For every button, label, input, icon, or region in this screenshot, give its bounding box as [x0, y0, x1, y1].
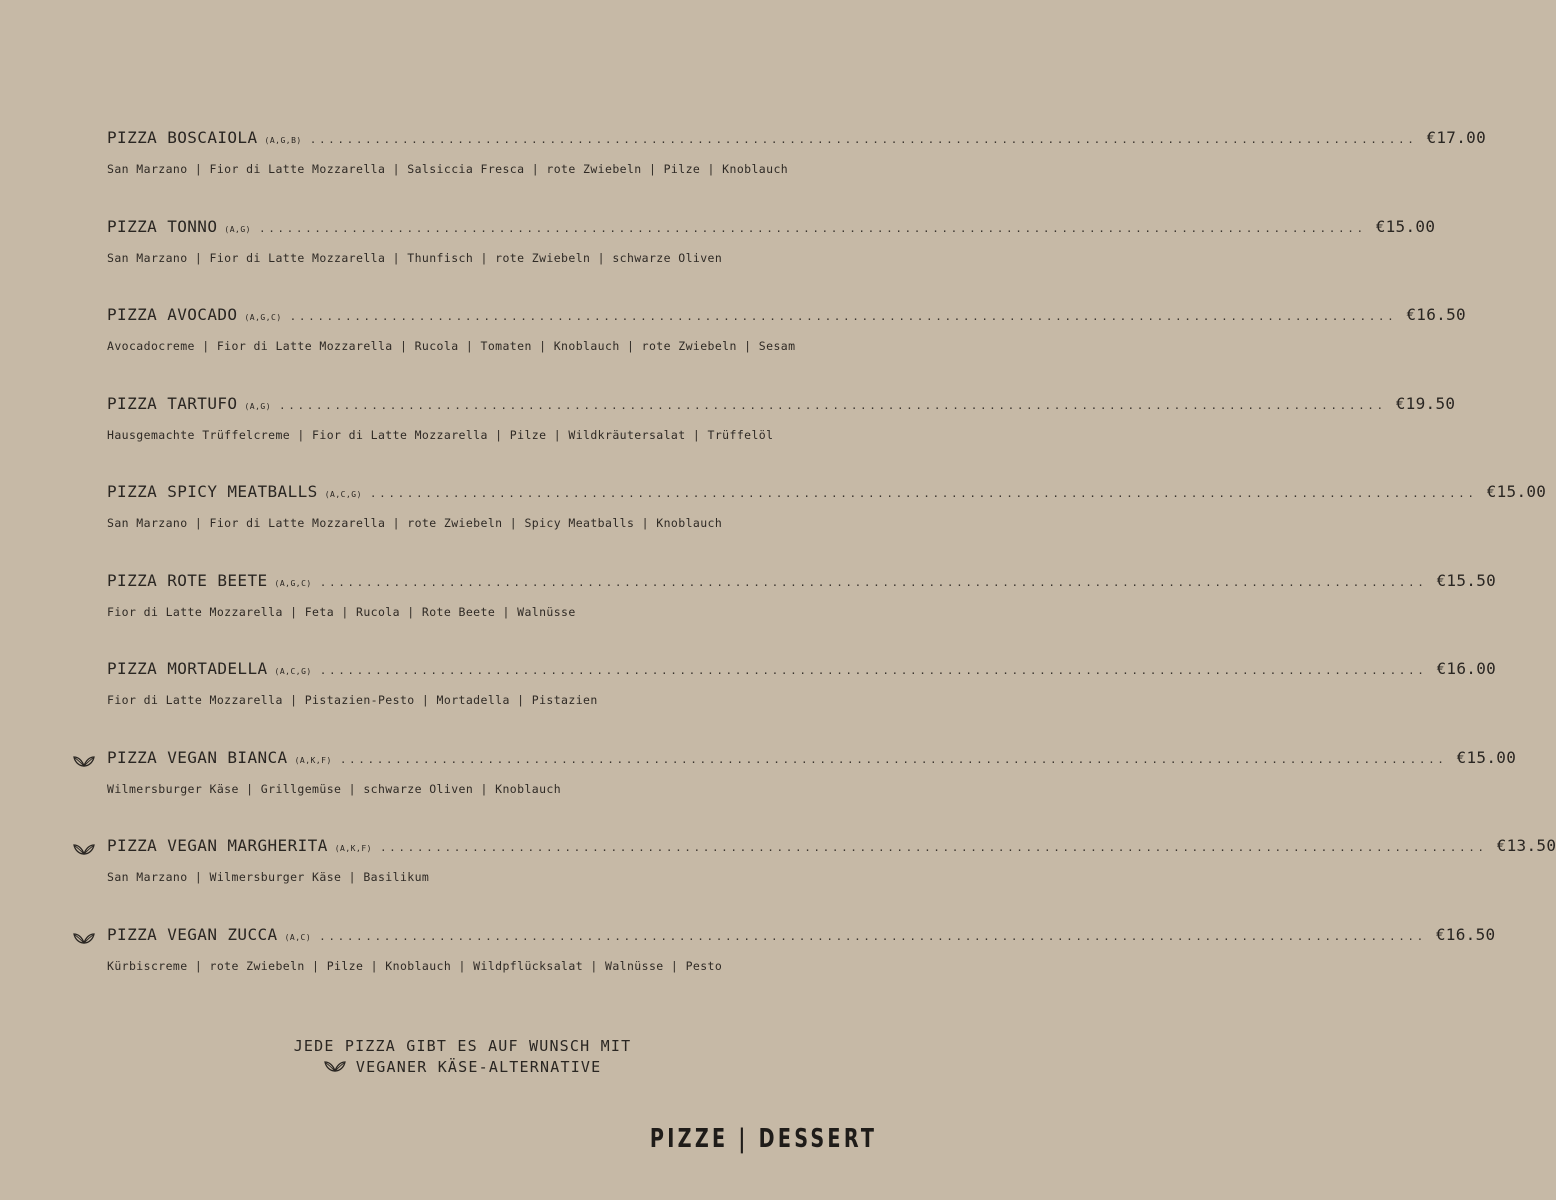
menu-item-allergens: (A,C,G)	[324, 490, 362, 499]
menu-item-title-row	[107, 482, 1547, 508]
menu-item-name: PIZZA BOSCAIOLA	[107, 128, 258, 147]
menu-item-price: €15.00	[1456, 747, 1517, 767]
menu-item-price: €19.50	[1395, 393, 1456, 413]
menu-item-description: Kürbiscreme | rote Zwiebeln | Pilze | Knoblauch | Wildpflücksalat | Walnüsse | Pesto	[107, 958, 723, 973]
menu-item-title-row	[107, 570, 1497, 597]
section-label: PIZZE | DESSERT	[649, 1124, 877, 1154]
leaf-icon	[73, 842, 95, 856]
menu-item-name: PIZZA ROTE BEETE	[107, 570, 268, 590]
dot-leader: ........................................................................................................................	[309, 133, 1417, 146]
dot-leader: ........................................................................................................................	[369, 487, 1477, 500]
menu-item-name: PIZZA AVOCADO	[107, 305, 238, 324]
menu-item-title-row	[107, 216, 1436, 243]
menu-item-title-row	[107, 836, 1556, 862]
menu-item-title-row	[107, 747, 1517, 774]
menu-item-description: San Marzano | Fior di Latte Mozzarella | Thunfisch | rote Zwiebeln | schwarze Oliven	[107, 250, 723, 265]
menu-item-price: €15.00	[1486, 482, 1547, 501]
menu-item-allergens: (A,G,B)	[264, 136, 302, 145]
menu-item-name: PIZZA MORTADELLA	[107, 659, 268, 678]
footnote-line-2: VEGANER KÄSE-ALTERNATIVE	[355, 1058, 602, 1076]
dot-leader: ........................................................................................................................	[319, 929, 1426, 943]
dot-leader: ........................................................................................................................	[319, 664, 1427, 677]
menu-item-price: €15.00	[1375, 216, 1436, 236]
menu-item-allergens: (A,G,C)	[274, 578, 312, 588]
menu-item-name: PIZZA TONNO	[107, 216, 218, 236]
menu-item	[107, 305, 1466, 394]
menu-item-description: San Marzano | Fior di Latte Mozzarella | rote Zwiebeln | Spicy Meatballs | Knoblauch	[107, 516, 723, 530]
menu-item	[107, 570, 1497, 660]
menu-item-name: PIZZA VEGAN ZUCCA	[107, 924, 278, 944]
leaf-icon	[324, 1059, 346, 1073]
menu-item	[107, 747, 1517, 837]
menu-item-name: PIZZA VEGAN BIANCA	[107, 747, 288, 767]
menu-item-allergens: (A,C,G)	[274, 667, 312, 676]
menu-item-description: San Marzano | Fior di Latte Mozzarella | Salsiccia Fresca | rote Zwiebeln | Pilze | Knoblauch	[107, 162, 789, 176]
dot-leader: ........................................................................................................................	[258, 221, 1366, 235]
menu-item-title-row	[107, 128, 1487, 154]
menu-item-allergens: (A,G)	[244, 401, 272, 411]
menu-item	[107, 216, 1436, 306]
menu-item-price: €16.50	[1406, 305, 1466, 324]
menu-item-price: €15.50	[1436, 570, 1497, 590]
menu-item-allergens: (A,G,C)	[244, 313, 282, 322]
menu-item-price: €16.50	[1435, 924, 1496, 944]
menu-item-name: PIZZA SPICY MEATBALLS	[107, 482, 318, 501]
menu-item	[107, 836, 1556, 925]
menu-item-allergens: (A,K,F)	[294, 755, 332, 765]
menu-item-description: Hausgemachte Trüffelcreme | Fior di Latte Mozzarella | Pilze | Wildkräutersalat | Trüffelöl	[107, 427, 774, 442]
menu-item	[107, 924, 1496, 1014]
menu-item-allergens: (A,C)	[284, 932, 312, 942]
menu-item-allergens: (A,G)	[224, 224, 251, 234]
menu-item-description: Fior di Latte Mozzarella | Feta | Rucola | Rote Beete | Walnüsse	[107, 604, 576, 619]
menu-item	[107, 482, 1547, 571]
dot-leader: ........................................................................................................................	[319, 575, 1427, 589]
dot-leader: ........................................................................................................................	[339, 752, 1447, 766]
menu-item-title-row	[107, 659, 1497, 685]
menu-item-name: PIZZA TARTUFO	[107, 393, 238, 413]
footnote-line-2-wrapper	[0, 1057, 925, 1078]
menu-item-description: Avocadocreme | Fior di Latte Mozzarella | Rucola | Tomaten | Knoblauch | rote Zwiebeln | Sesam	[107, 339, 796, 353]
menu-item	[107, 393, 1456, 483]
dot-leader: ........................................................................................................................	[289, 310, 1397, 323]
menu-item-price: €17.00	[1426, 128, 1487, 147]
leaf-icon	[73, 754, 95, 768]
menu-item-description: Fior di Latte Mozzarella | Pistazien-Pesto | Mortadella | Pistazien	[107, 693, 598, 707]
pizza-menu-list	[107, 128, 1556, 1013]
footnote-line-1: JEDE PIZZA GIBT ES AUF WUNSCH MIT	[293, 1037, 632, 1055]
menu-item	[107, 659, 1497, 748]
menu-item-price: €13.50	[1496, 836, 1556, 855]
menu-item-title-row	[107, 924, 1496, 951]
menu-item-description: San Marzano | Wilmersburger Käse | Basilikum	[107, 870, 430, 884]
menu-item-name: PIZZA VEGAN MARGHERITA	[107, 836, 328, 855]
leaf-icon	[73, 931, 95, 945]
menu-item-price: €16.00	[1436, 659, 1497, 678]
menu-item-description: Wilmersburger Käse | Grillgemüse | schwarze Oliven | Knoblauch	[107, 781, 562, 796]
menu-item	[107, 128, 1487, 217]
menu-item-allergens: (A,K,F)	[334, 844, 372, 853]
dot-leader: ........................................................................................................................	[379, 841, 1487, 854]
menu-item-title-row	[107, 393, 1456, 420]
menu-item-title-row	[107, 305, 1466, 331]
dot-leader: ........................................................................................................................	[279, 398, 1386, 412]
vegan-cheese-footnote	[0, 1036, 925, 1078]
